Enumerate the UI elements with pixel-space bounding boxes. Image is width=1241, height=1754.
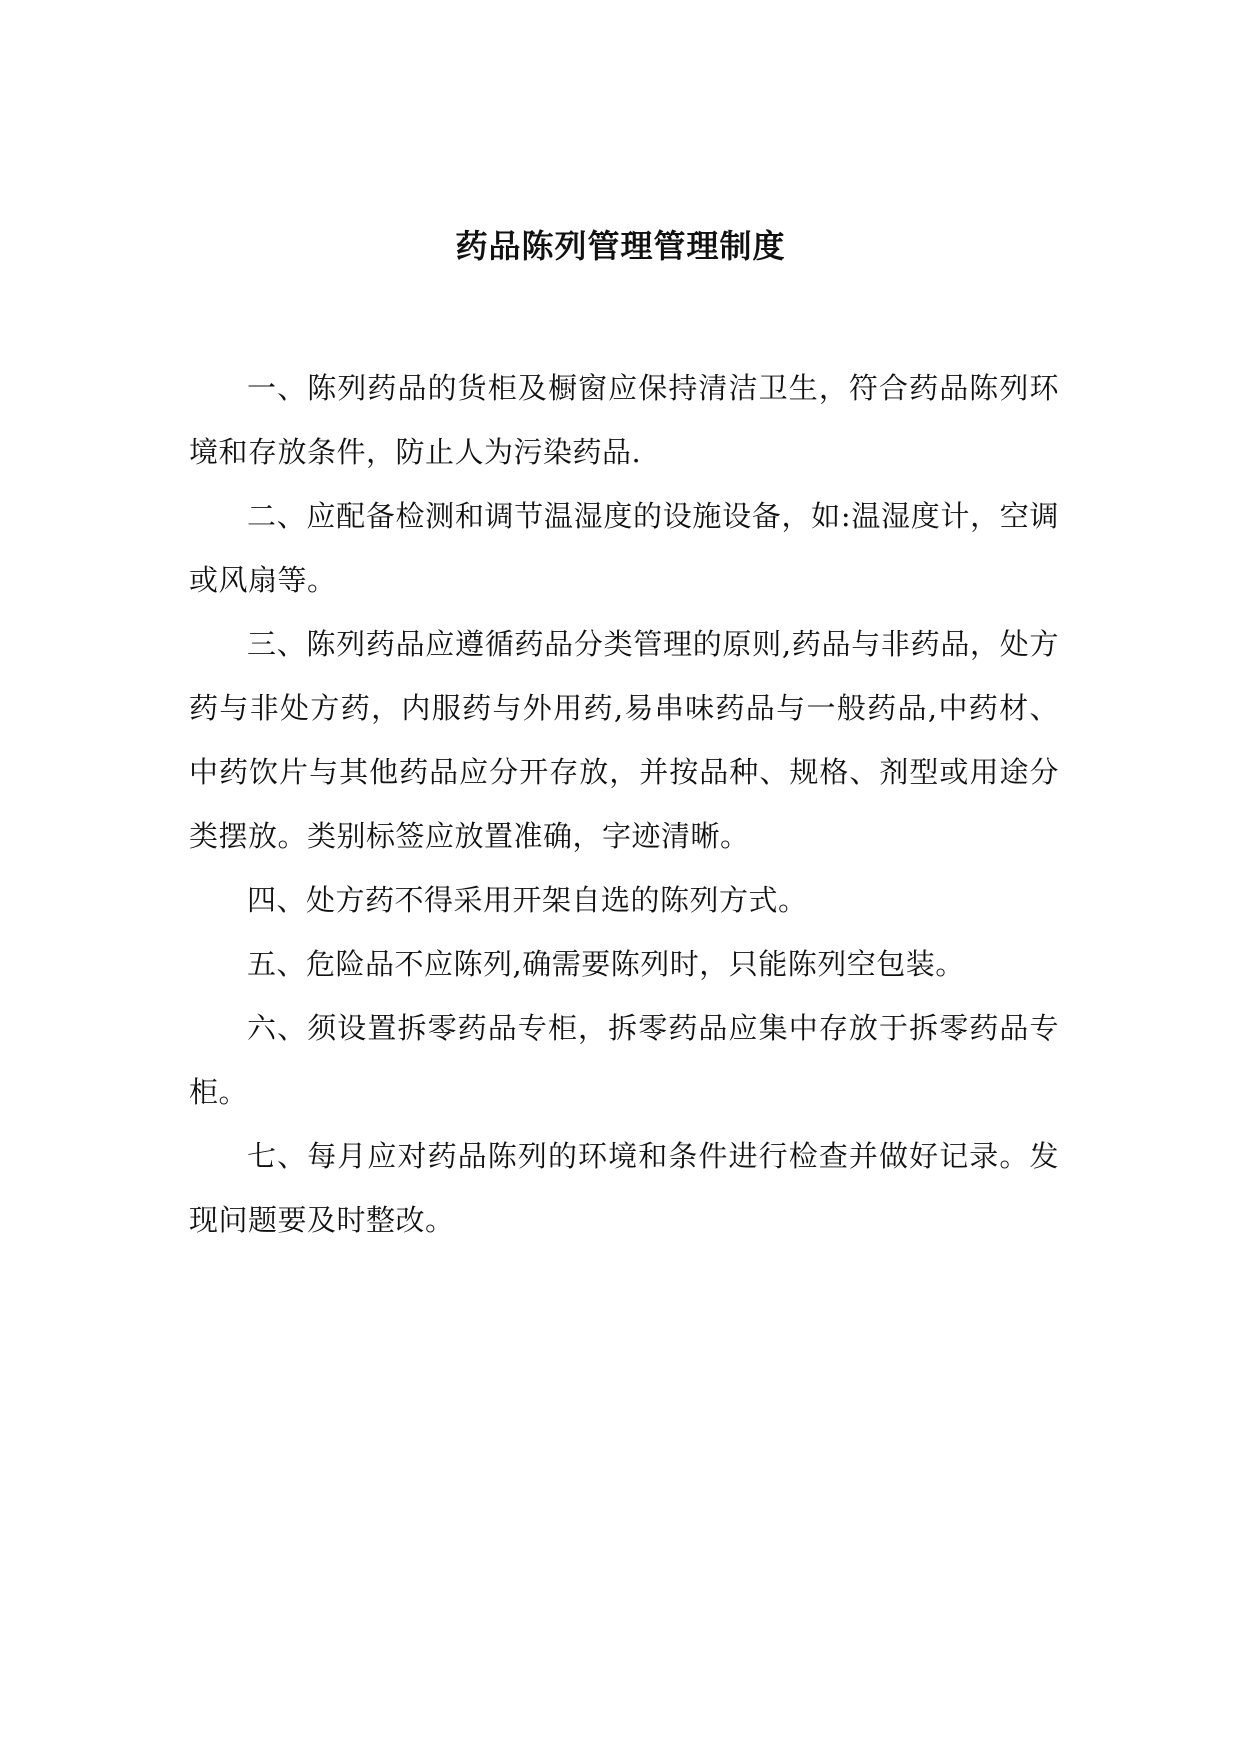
document-body — [189, 356, 1059, 1252]
paragraph-3: 三、陈列药品应遵循药品分类管理的原则,药品与非药品，处方药与非处方药，内服药与外用药,易串味药品与一般药品,中药材、中药饮片与其他药品应分开存放，并按品种、规格、剂型或用途分类摆放。类别标签应放置准确，字迹清晰。 — [189, 627, 1059, 853]
document-title: 药品陈列管理管理制度 — [455, 227, 786, 265]
paragraph-2: 二、应配备检测和调节温湿度的设施设备，如:温湿度计，空调或风扇等。 — [189, 499, 1059, 597]
paragraph-4: 四、处方药不得采用开架自选的陈列方式。 — [247, 883, 808, 917]
paragraph-5: 五、危险品不应陈列,确需要陈列时，只能陈列空包装。 — [247, 947, 965, 981]
paragraph-1: 一、陈列药品的货柜及橱窗应保持清洁卫生，符合药品陈列环境和存放条件，防止人为污染药品. — [189, 371, 1059, 469]
paragraph-7: 七、每月应对药品陈列的环境和条件进行检查并做好记录。发现问题要及时整改。 — [189, 1139, 1059, 1237]
paragraph-6: 六、须设置拆零药品专柜，拆零药品应集中存放于拆零药品专柜。 — [189, 1011, 1059, 1109]
